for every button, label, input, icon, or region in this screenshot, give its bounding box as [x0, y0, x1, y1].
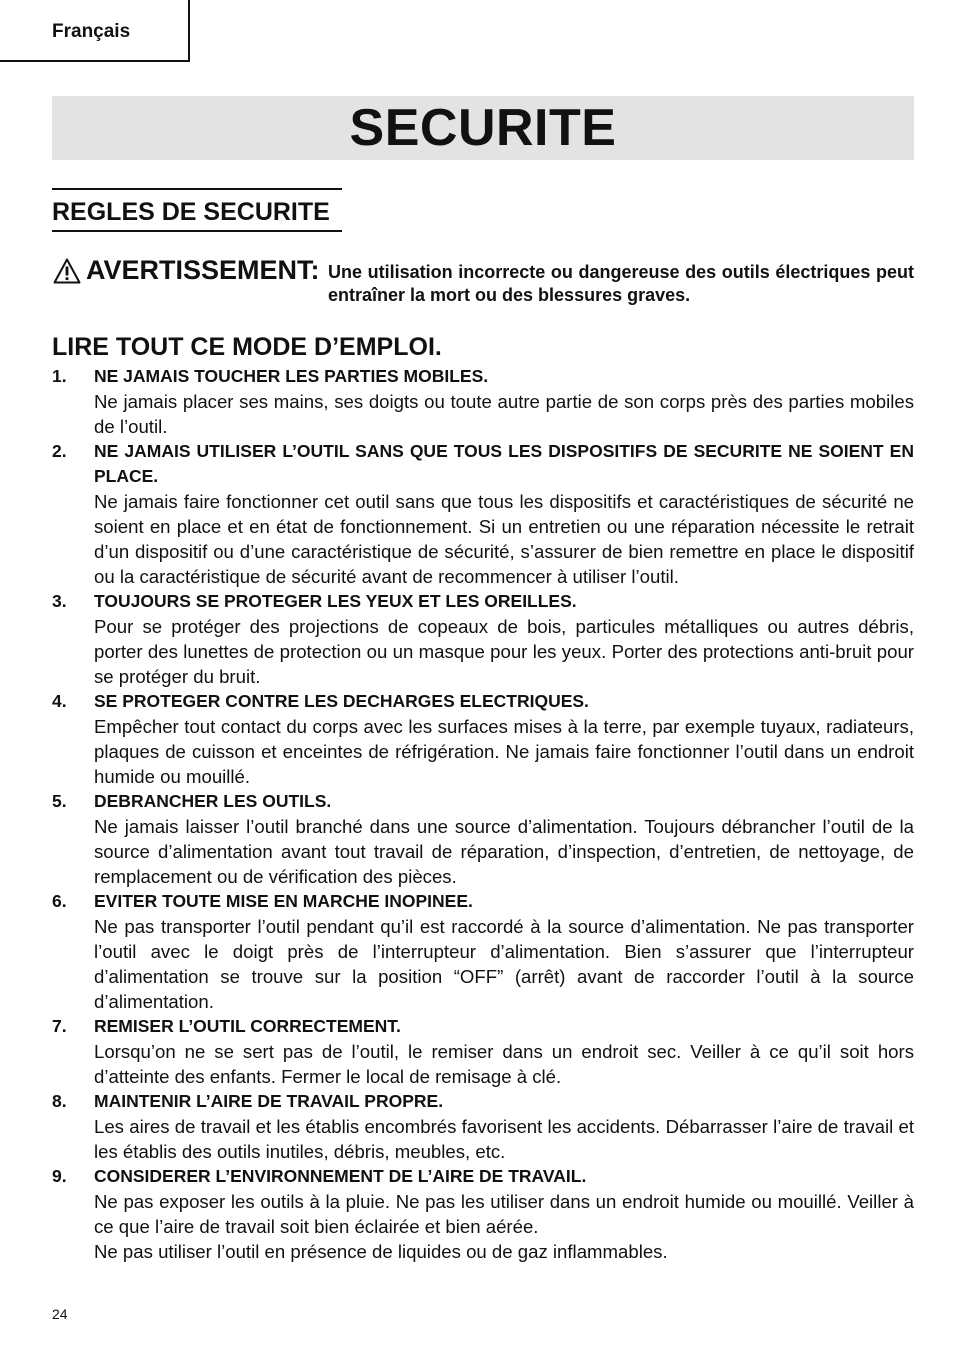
rule-body: Ne pas exposer les outils à la pluie. Ne pas les utiliser dans un endroit humide ou mouillé. Veiller à ce que l’aire de travail soit bien éclairée et bien aérée. — [94, 1191, 914, 1237]
safety-rule — [52, 689, 914, 789]
rule-body: Empêcher tout contact du corps avec les surfaces mises à la terre, par exemple tuyaux, radiateurs, plaques de cuisson et enceintes de réfrigération. Ne jamais faire fonctionner l’outil dans un endroit humide ou mouillé. — [94, 716, 914, 787]
rule-body: Pour se protéger des projections de copeaux de bois, particules métalliques ou autres débris, porter des lunettes de protection ou un masque pour les yeux. Porter des protections anti-bruit pour se protéger du bruit. — [94, 616, 914, 687]
rule-heading: SE PROTEGER CONTRE LES DECHARGES ELECTRIQUES. — [94, 691, 589, 711]
safety-rule — [52, 364, 914, 439]
rule-heading: NE JAMAIS UTILISER L’OUTIL SANS QUE TOUS LES DISPOSITIFS DE SECURITE NE SOIENT EN PLACE. — [94, 441, 914, 486]
rule-number: 9. — [52, 1166, 67, 1186]
rule-number: 8. — [52, 1091, 67, 1111]
safety-rules-list — [52, 364, 914, 1264]
language-label: Français — [52, 21, 131, 42]
rule-body: Lorsqu’on ne se sert pas de l’outil, le remiser dans un endroit sec. Veiller à ce qu’il soit hors d’atteinte des enfants. Fermer le local de remisage à clé. — [94, 1041, 914, 1087]
rule-heading: REMISER L’OUTIL CORRECTEMENT. — [94, 1016, 401, 1036]
rule-number: 2. — [52, 441, 67, 461]
safety-rule — [52, 439, 914, 589]
rule-body: Ne jamais laisser l’outil branché dans une source d’alimentation. Toujours débrancher l’outil de la source d’alimentation avant tout travail de réparation, d’inspection, d’entretien, de nettoyage, de remplacement ou de vérification des pièces. — [94, 816, 914, 887]
rule-heading: CONSIDERER L’ENVIRONNEMENT DE L’AIRE DE TRAVAIL. — [94, 1166, 587, 1186]
rule-heading: MAINTENIR L’AIRE DE TRAVAIL PROPRE. — [94, 1091, 444, 1111]
rule-body: Ne jamais placer ses mains, ses doigts ou toute autre partie de son corps près des parties mobiles de l’outil. — [94, 391, 914, 437]
instructions-title: LIRE TOUT CE MODE D’EMPLOI. — [52, 333, 442, 361]
rule-body-extra: Ne pas utiliser l’outil en présence de liquides ou de gaz inflammables. — [94, 1241, 668, 1262]
rule-heading: EVITER TOUTE MISE EN MARCHE INOPINEE. — [94, 891, 473, 911]
section-title: REGLES DE SECURITE — [52, 188, 342, 232]
title-bar — [52, 96, 914, 160]
rule-body: Les aires de travail et les établis encombrés favorisent les accidents. Débarrasser l’aire de travail et les établis des outils inutiles, débris, meubles, etc. — [94, 1116, 914, 1162]
page-number: 24 — [52, 1306, 68, 1322]
page-title: SECURITE — [349, 99, 617, 157]
rule-number: 1. — [52, 366, 67, 386]
rule-number: 3. — [52, 591, 67, 611]
safety-rule — [52, 1014, 914, 1089]
rule-number: 7. — [52, 1016, 67, 1036]
rule-body: Ne pas transporter l’outil pendant qu’il est raccordé à la source d’alimentation. Ne pas transporter l’outil avec le doigt près de l’interrupteur d’alimentation. Bien s’assurer que l’interrupteur d’alimentation se trouve sur la position “OFF” (arrêt) avant de raccorder l’outil à la source d’alimentation. — [94, 916, 914, 1012]
language-tab — [0, 0, 190, 62]
safety-rule — [52, 789, 914, 889]
rule-heading: DEBRANCHER LES OUTILS. — [94, 791, 332, 811]
safety-rule — [52, 1164, 914, 1264]
rule-heading: TOUJOURS SE PROTEGER LES YEUX ET LES OREILLES. — [94, 591, 577, 611]
warning-text: Une utilisation incorrecte ou dangereuse des outils électriques peut entraîner la mort ou des blessures graves. — [328, 262, 914, 305]
rule-number: 6. — [52, 891, 67, 911]
warning-triangle-icon — [53, 258, 81, 284]
safety-rule — [52, 1089, 914, 1164]
rule-body: Ne jamais faire fonctionner cet outil sans que tous les dispositifs et caractéristiques de sécurité ne soient en place et en état de fonctionnement. Si un entretien ou une réparation nécessite le retrait d’un dispositif ou d’une caractéristique de sécurité, s’assurer de bien remettre en place le dispositif ou la caractéristique de sécurité avant de recommencer à utiliser l’outil. — [94, 491, 914, 587]
rule-number: 5. — [52, 791, 67, 811]
safety-rule — [52, 889, 914, 1014]
rule-number: 4. — [52, 691, 67, 711]
warning-label: AVERTISSEMENT: — [86, 255, 320, 285]
rule-heading: NE JAMAIS TOUCHER LES PARTIES MOBILES. — [94, 366, 489, 386]
safety-rule — [52, 589, 914, 689]
